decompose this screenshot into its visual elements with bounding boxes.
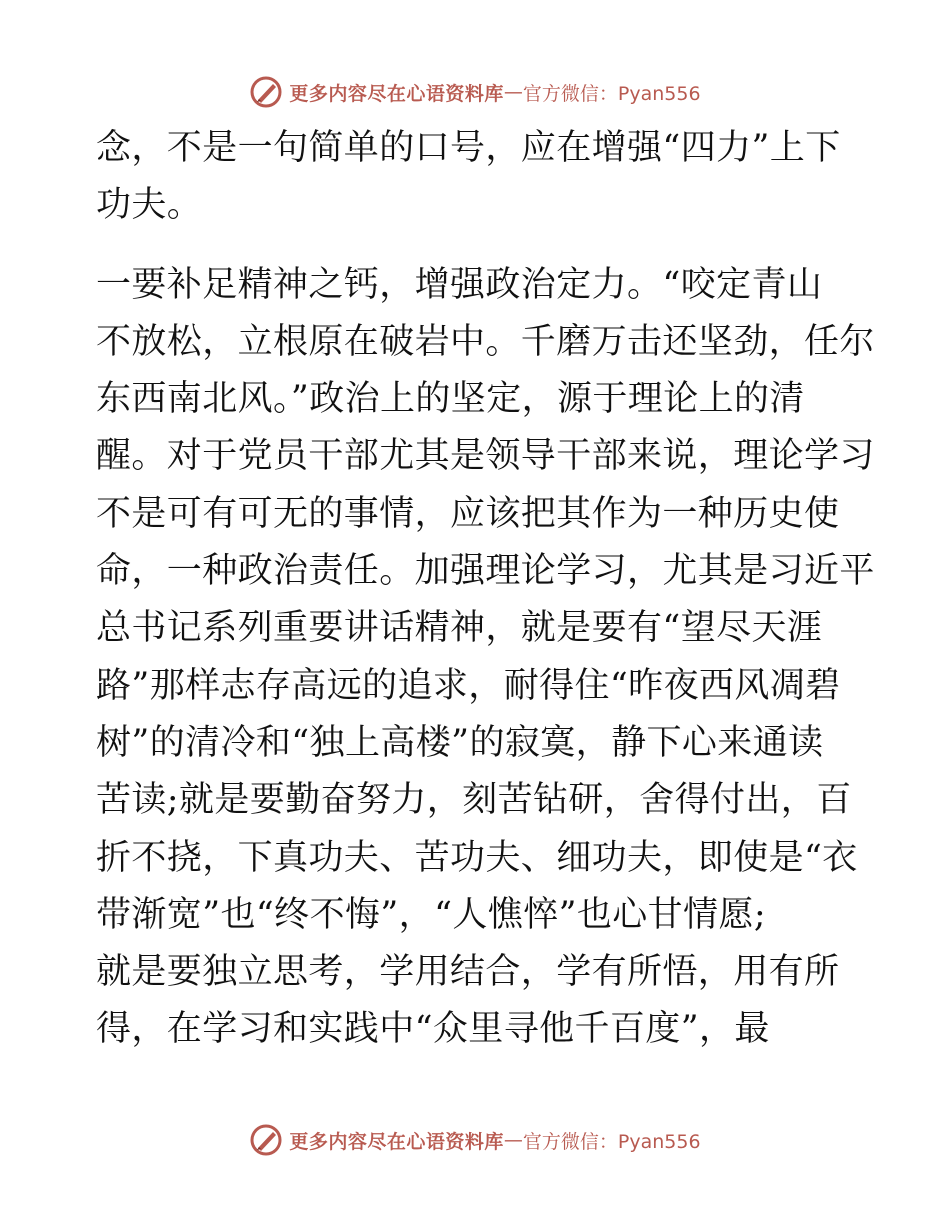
quill-pen-logo-icon — [249, 75, 283, 109]
text-line: 功夫。 — [96, 185, 203, 226]
footer-banner — [0, 1120, 950, 1160]
text-line: 命，一种政治责任。加强理论学习，尤其是习近平 — [96, 551, 875, 592]
text-line: 不是可有可无的事情，应该把其作为一种历史使 — [96, 493, 840, 534]
text-line: 念，不是一句简单的口号，应在增强“四力”上下 — [96, 128, 841, 168]
text-line: 树”的清冷和“独上高楼”的寂寞，静下心来通读 — [96, 722, 824, 763]
footer-separator: — — [503, 1129, 523, 1151]
text-line: 得，在学习和实践中“众里寻他千百度”，最 — [96, 1009, 770, 1050]
text-line: 就是要独立思考，学用结合，学有所悟，用有所 — [96, 952, 840, 993]
header-separator: — — [503, 81, 523, 103]
text-line: 不放松，立根原在破岩中。千磨万击还坚劲，任尔 — [96, 321, 875, 362]
document-body — [96, 120, 875, 1059]
text-line: 路”那样志存高远的追求，耐得住“昨夜西风凋碧 — [96, 665, 841, 706]
footer-wechat-text: 官方微信：Pyan556 — [522, 1130, 701, 1153]
quill-pen-logo-icon — [249, 1123, 283, 1157]
text-line: 醒。对于党员干部尤其是领导干部来说，理论学习 — [96, 436, 875, 477]
text-line: 一要补足精神之钙，增强政治定力。“咬定青山 — [96, 264, 823, 305]
text-line: 折不挠，下真功夫、苦功夫、细功夫，即使是“衣 — [96, 837, 858, 878]
text-line: 带渐宽”也“终不悔”，“人憔悴”也心甘情愿; — [96, 894, 767, 935]
text-line: 总书记系列重要讲话精神，就是要有“望尽天涯 — [96, 608, 823, 649]
footer-site-text: 更多内容尽在心语资料库 — [289, 1130, 504, 1153]
header-wechat-text: 官方微信：Pyan556 — [522, 82, 701, 105]
text-line: 东西南北风。”政治上的坚定，源于理论上的清 — [96, 379, 805, 420]
text-line: 苦读;就是要勤奋努力，刻苦钻研，舍得付出，百 — [96, 780, 852, 821]
header-site-text: 更多内容尽在心语资料库 — [289, 82, 504, 105]
header-banner — [0, 72, 950, 112]
